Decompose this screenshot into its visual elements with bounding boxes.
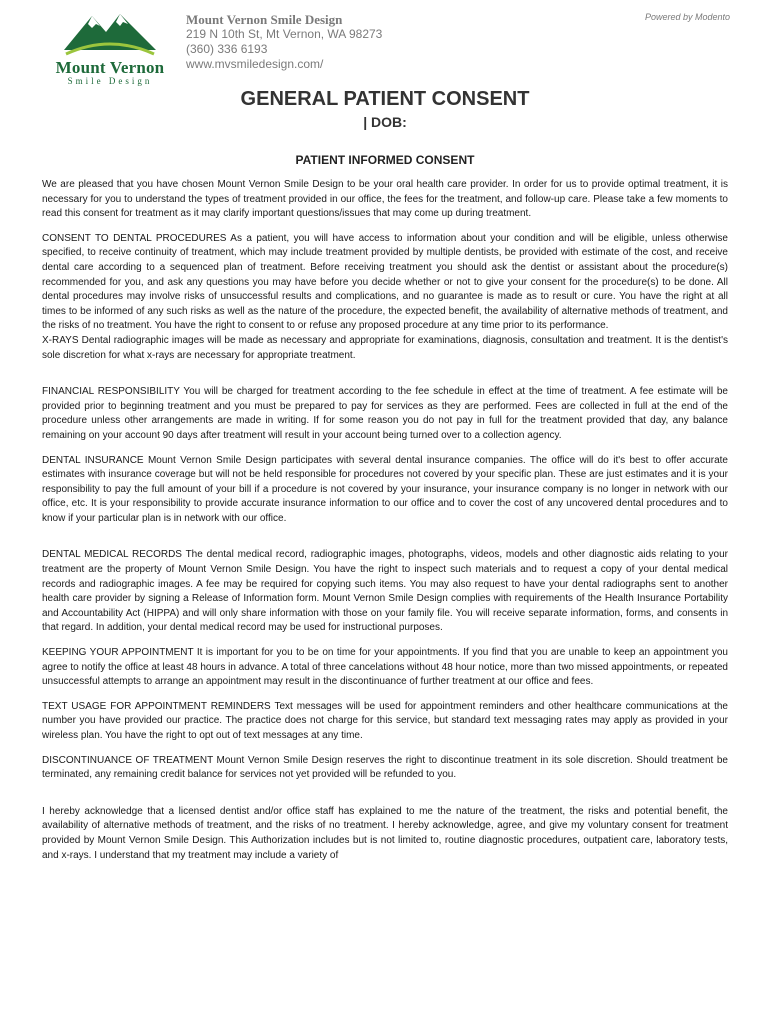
section-title: PATIENT INFORMED CONSENT xyxy=(295,153,475,167)
consent-body xyxy=(42,178,728,878)
consent-procedures-paragraph: CONSENT TO DENTAL PROCEDURES As a patient, you will have access to information about your condition and will be eligible, unless otherwise specified, to receive continuity of treatment, which may include treatment provided by multiple dentists, be provided with estimate of the cost, and receive dental care according to a sequenced plan of treatment. Before receiving treatment you should ask the dentist or assistant about the procedure(s) recommended for you, and ask any questions you may have before you decide whether or not to give your consent for the procedure(s) to be done. All dental procedures may involve risks of unsuccessful results and complications, and no guarantee is made as to result or cure. You have the right at all times to be informed of any such risks as well as the nature of the procedure, the expected benefit, the availability of alternative methods of treatment, and the risks of no treatment. You have the right to consent to or refuse any proposed procedure at any time prior to its performance. xyxy=(42,232,728,332)
financial-paragraph: FINANCIAL RESPONSIBILITY You will be charged for treatment according to the fee schedule in effect at the time of treatment. A fee estimate will be provided prior to beginning treatment and you must be prepared to pay for services as they are performed. Fees are collected in full at the end of the procedure unless other arrangements are made in writing. If for some reason you do not pay in full for the treatment provided that day, any balance remaining on your account 90 days after treatment will result in your account being turned over to a collection agency. xyxy=(42,386,728,441)
practice-logo xyxy=(40,10,180,86)
logo-subtitle-text: Smile Design xyxy=(67,76,153,86)
appointment-paragraph: KEEPING YOUR APPOINTMENT It is important for you to be on time for your appointments. If you find that you are unable to keep an appointment you agree to notify the office at least 48 hours in advance. A total of three cancelations without 48 hour notice, more than two missed appointments, or repeated unsuccessful attempts to arrange an appointment may result in the discontinuance of further treatment at our office and fees. xyxy=(42,647,728,688)
practice-phone[interactable]: (360) 336 6193 xyxy=(186,42,268,56)
dob-label: | DOB: xyxy=(363,114,407,130)
powered-by-label: Powered by Modento xyxy=(644,12,730,22)
discontinuance-paragraph: DISCONTINUANCE OF TREATMENT Mount Vernon Smile Design reserves the right to discontinue treatment in its sole discretion. Should treatment be terminated, any remaining credit balance for services not yet provided will be refunded to you. xyxy=(42,754,728,781)
practice-address: 219 N 10th St, Mt Vernon, WA 98273 xyxy=(186,27,383,41)
intro-paragraph: We are pleased that you have chosen Mount Vernon Smile Design to be your oral health care provider. In order for us to provide optimal treatment, it is necessary for you to understand the types of treatment provided in our office, the fees for the treatment, and follow-up care. Please take a few moments to read this consent for treatment as it may clarify important questions/issues that may come up during treatment. xyxy=(42,179,728,220)
form-title: GENERAL PATIENT CONSENT xyxy=(240,88,530,110)
practice-info xyxy=(186,12,382,72)
xrays-paragraph: X-RAYS Dental radiographic images will be made as necessary and appropriate for examinations, diagnosis, consultation and treatment. It is the dentist's sole discretion for what x-rays are necessary for appropriate treatment. xyxy=(42,334,728,361)
acknowledgement-paragraph: I hereby acknowledge that a licensed dentist and/or office staff has explained to me the nature of the treatment, the risks and potential benefit, the availability of alternative methods of treatment, and the risks of no treatment. I hereby acknowledge, agree, and give my voluntary consent for treatment provided by Mount Vernon Smile Design. This Authorization includes but is not limited to, routine diagnostic procedures, outpatient care, laboratory tests, and x-rays. I understand that my treatment may include a variety of xyxy=(42,805,728,861)
insurance-paragraph: DENTAL INSURANCE Mount Vernon Smile Design participates with several dental insurance companies. The office will do it's best to offer accurate estimates with insurance coverage but will not be held responsible for procedures not covered by your specific plan. These are just estimates and it is your responsibility to pay the full amount of your bill if a procedure is not covered by your insurance, your insurance company is no longer in network with our office, etc. It is your responsibility to provide accurate insurance information to our office and to cover the cost of any uncovered dental procedures and to know if your particular plan is in network with our office. xyxy=(42,454,728,524)
practice-website[interactable]: www.mvsmiledesign.com/ xyxy=(186,57,324,71)
logo-brand-text: Mount Vernon xyxy=(55,58,165,77)
text-usage-paragraph: TEXT USAGE FOR APPOINTMENT REMINDERS Text messages will be used for appointment reminders and other healthcare communications at the number you have provided our practice. The practice does not charge for this service, but standard text messaging rates may apply as provided in your wireless plan. You have the right to opt out of text messages at any time. xyxy=(42,700,728,741)
records-paragraph: DENTAL MEDICAL RECORDS The dental medical record, radiographic images, photographs, videos, models and other diagnostic aids relating to your treatment are the property of Mount Vernon Smile Design. You have the right to inspect such materials and to request a copy of your dental medical records and radiographic images. A fee may be required for copying such items. You may also request to have your dental radiographs sent to another health care provider by signing a Release of Information form. Mount Vernon Smile Design complies with requirements of the Health Insurance Portability and Accountability Act (HIPPA) and will only share information with those on your family file. You will receive separate information, forms, and consents in that regard. In addition, your dental medical record may be used for instructional purposes. xyxy=(42,549,728,634)
mountain-logo-icon xyxy=(62,10,158,60)
practice-name: Mount Vernon Smile Design xyxy=(186,12,343,27)
